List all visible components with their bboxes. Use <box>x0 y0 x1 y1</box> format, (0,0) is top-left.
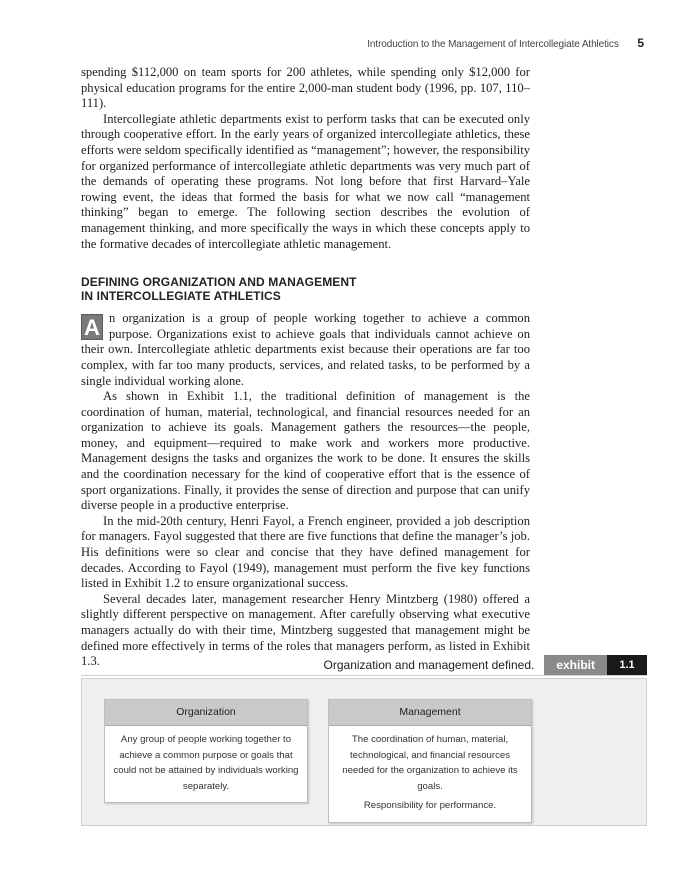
dropcap-letter: A <box>81 314 103 340</box>
paragraph: spending $112,000 on team sports for 200 athletes, while spending only $12,000 for physical education programs for the entire 2,000-man student body (1996, pp. 107, 110–111). <box>81 65 530 111</box>
card-definition: Any group of people working together to achieve a common purpose or goals that could not be attained by individuals working separately. <box>113 734 299 792</box>
running-head <box>367 36 644 50</box>
page-number: 5 <box>637 36 644 50</box>
paragraph: Intercollegiate athletic departments exist to perform tasks that can be executed only through cooperative effort. In the early years of organized intercollegiate athletics, these efforts were seldom specifically identified as “management”; however, the responsibility for organized performance of intercollegiate athletic departments was very much part of the demands of operating these programs. Not long before that first Harvard–Yale rowing event, the ideas that formed the basis for what we now call “management thinking” began to emerge. The following section describes the evolution of management thinking, and more specifically the ways in which these concepts apply to the formative decades of intercollegiate athletic management. <box>81 111 530 251</box>
body-text <box>81 65 530 670</box>
exhibit-panel <box>81 678 647 826</box>
section-heading-line2: IN INTERCOLLEGIATE ATHLETICS <box>81 288 281 303</box>
exhibit-number: 1.1 <box>607 655 647 675</box>
section-heading <box>81 276 530 303</box>
paragraph-text: n organization is a group of people working together to achieve a common purpose. Organizations exist to achieve goals that individuals cannot achieve on their own. Intercollegiate athletic departments exist because their operations are far too complex, with far too many products, services, and related tasks, to be performed by a single individual working alone. <box>81 311 530 388</box>
exhibit-caption-row <box>81 655 647 676</box>
card-management <box>328 699 532 823</box>
card-extra-note: Responsibility for performance. <box>363 800 497 811</box>
card-title: Management <box>329 700 531 726</box>
exhibit-caption: Organization and management defined. <box>323 658 535 672</box>
card-title: Organization <box>105 700 307 726</box>
card-organization <box>104 699 308 803</box>
paragraph-dropcap <box>81 311 530 389</box>
running-head-title: Introduction to the Management of Intercollegiate Athletics <box>367 39 619 50</box>
paragraph: Several decades later, management researcher Henry Mintzberg (1980) offered a slightly different perspective on management. After carefully observing what executive managers actually do with their time, Mintzberg suggested that management might be defined more effectively in terms of the roles that managers perform, as listed in Exhibit 1.3. <box>81 591 530 669</box>
card-body <box>329 726 531 822</box>
paragraph: As shown in Exhibit 1.1, the traditional definition of management is the coordination of human, material, technological, and financial resources needed for an organization to achieve its goals. Management gathers the resources—the people, money, and equipment—required to make work and workers more productive. Management designs the tasks and organizes the work to be done. It ensures the skills and the coordination necessary for the kind of cooperative effort that is the essence of sport organizations. Finally, it provides the sense of direction and purpose that can unify diverse people in a productive enterprise. <box>81 389 530 513</box>
paragraph: In the mid-20th century, Henri Fayol, a French engineer, provided a job description for managers. Fayol suggested that there are five functions that define the manager’s job. His definitions were so clear and concise that they have defined management for decades. According to Fayol (1949), management must perform the five key functions listed in Exhibit 1.2 to ensure organizational success. <box>81 513 530 591</box>
exhibit-1-1 <box>81 655 647 826</box>
card-definition: The coordination of human, material, technological, and financial resources needed for the organization to achieve its goals. <box>342 734 518 792</box>
card-body <box>105 726 307 802</box>
section-heading-line1: DEFINING ORGANIZATION AND MANAGEMENT <box>81 275 357 290</box>
exhibit-tag: exhibit <box>544 655 607 675</box>
